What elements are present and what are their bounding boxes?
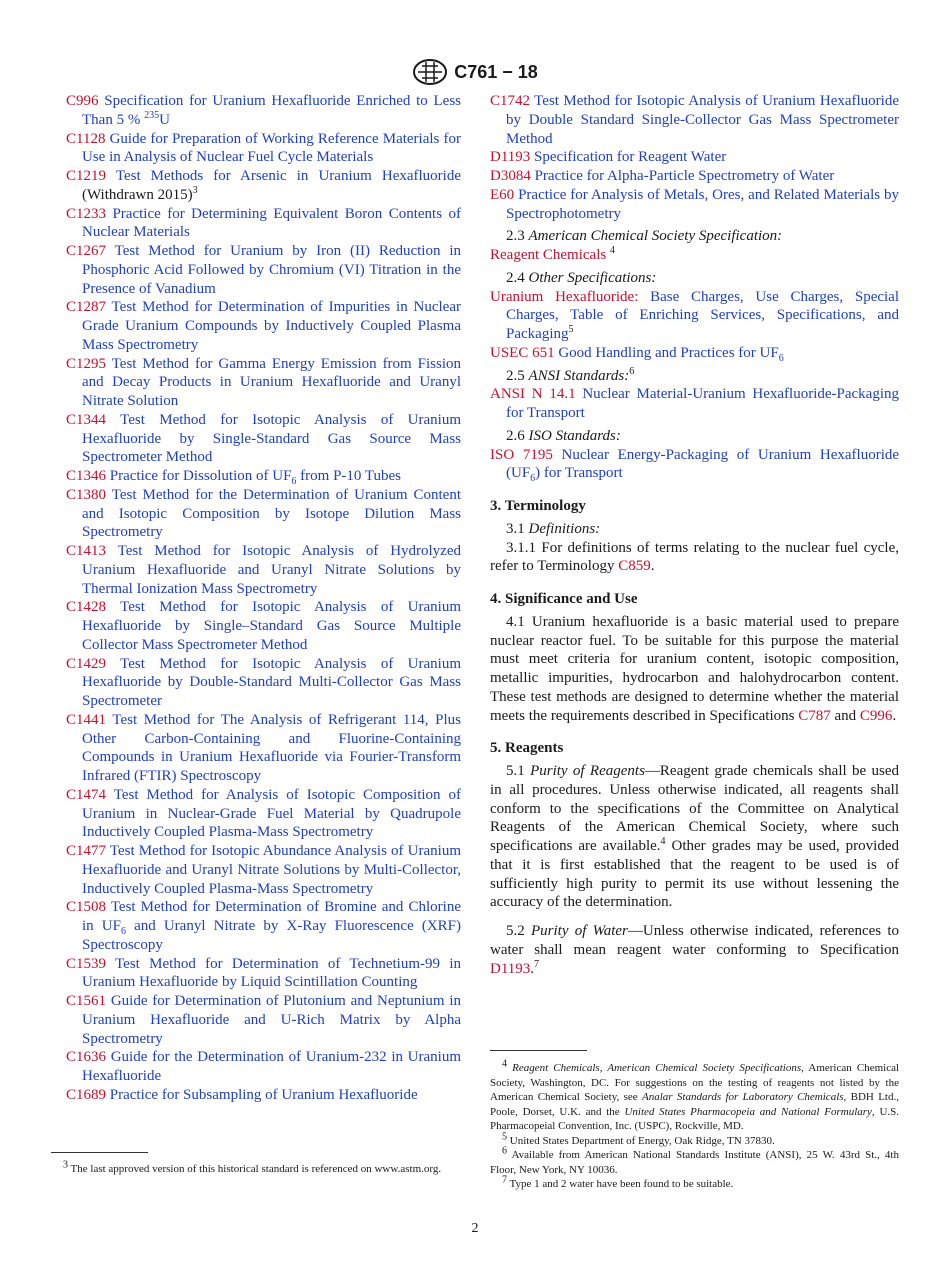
right-column — [490, 92, 899, 978]
section-2-6-heading: 2.6 ISO Standards: — [506, 427, 621, 444]
reference-title[interactable]: Test Method for Isotopic Analysis of Uranium Hexafluoride by Single–Standard Gas Source Multiple Collector Mass Spectrometer Method — [82, 599, 461, 653]
spec-link-c996[interactable]: C996 — [859, 707, 893, 724]
spec-link-d1193[interactable]: D1193 — [490, 960, 531, 977]
reference-title[interactable]: Practice for Determining Equivalent Boron Contents of Nuclear Materials — [82, 205, 461, 241]
section-2-5-heading: 2.5 ANSI Standards:$^6$ — [506, 365, 635, 384]
reference-code[interactable]: C1428 — [66, 599, 107, 616]
reference-title[interactable]: Test Method for Analysis of Isotopic Composition of Uranium in Nuclear-Grade Fuel Material by Quadrupole Inductively Coupled Plasma-Mass Spectrometry — [82, 786, 462, 841]
reference-item[interactable] — [66, 167, 461, 205]
reference-title[interactable]: Test Method for Uranium by Iron (II) Reduction in Phosphoric Acid Followed by Chromium (VI) Titration in the Presence of Vanadium — [82, 243, 462, 297]
reference-title[interactable]: Test Method for Gamma Energy Emission from Fission and Decay Products in Uranium Hexafluoride and Uranyl Nitrate Solution — [82, 355, 462, 409]
reference-title[interactable]: Test Method for Isotopic Abundance Analysis of Uranium Hexafluoride and Uranyl Nitrate Solutions by Multi-Collector, Inductively Coupled Plasma-Mass Spectrometry — [82, 843, 461, 897]
footnote-rule-right — [490, 1050, 587, 1051]
reference-item[interactable] — [66, 205, 461, 243]
reference-note: (Withdrawn 2015)$^3$ — [82, 184, 198, 203]
reference-code[interactable]: C1295 — [66, 355, 107, 372]
reference-title[interactable]: Practice for Subsampling of Uranium Hexafluoride — [109, 1086, 418, 1103]
reference-list-left — [66, 92, 461, 1105]
reference-title[interactable]: Specification for Reagent Water — [534, 149, 727, 166]
reference-code[interactable]: C1287 — [66, 299, 107, 316]
reference-code[interactable]: C1346 — [66, 468, 107, 484]
reference-code[interactable]: C1441 — [66, 711, 107, 728]
reference-code[interactable]: D1193 — [490, 149, 531, 166]
reference-item[interactable]: USEC 651 Good Handling and Practices for $UF_6$ — [490, 344, 784, 364]
footnote: $^6$ Available from American National Standards Institute (ANSI), 25 W. 43rd St., 4th Floor, New York, NY 10036. — [490, 1145, 899, 1176]
left-column — [66, 92, 461, 1105]
reference-code[interactable]: C1233 — [66, 205, 107, 222]
section-2-4-heading: 2.4 Other Specifications: — [506, 269, 657, 286]
reference-title[interactable]: Practice for Dissolution of $UF_6$ from P-10 Tubes — [109, 468, 402, 487]
reference-item[interactable] — [66, 92, 461, 130]
reference-code[interactable]: C1561 — [66, 993, 107, 1009]
reference-code[interactable]: E60 — [490, 186, 515, 203]
reference-code[interactable]: C1539 — [66, 955, 107, 972]
reference-title[interactable]: Test Method for the Determination of Uranium Content and Isotopic Composition by Isotope Dilution Mass Spectrometry — [82, 486, 461, 541]
reference-item[interactable] — [490, 167, 899, 186]
footnote: $^4$ Reagent Chemicals, American Chemical Society Specifications, American Chemical Society, Washington, DC. For suggestions on the testing of reagents not listed by the American Chemical Society, see Analar Standards for Laboratory Chemicals, BDH Ltd., Poole, Dorset, U.K. and the United States Pharmacopeia and National Formulary, U.S. Pharmacopeial Convention, Inc. (USPC), Rockville, MD. — [490, 1058, 900, 1132]
reference-item[interactable] — [66, 486, 461, 542]
reference-code[interactable]: C1380 — [66, 486, 107, 503]
section-5-2-text: 5.2 Purity of Water—Unless otherwise indicated, references to water shall mean reagent water conforming to Specification D1193.$^7$ — [490, 923, 899, 977]
footnote: $^3$ The last approved version of this historical standard is referenced on www.astm.org. — [63, 1159, 442, 1175]
reference-item[interactable] — [66, 1048, 461, 1086]
reference-title[interactable]: Test Method for Determination of Bromine and Chlorine in $UF_6$ and Uranyl Nitrate by X-Ray Fluorescence (XRF) Spectroscopy — [82, 899, 462, 953]
reference-item[interactable] — [490, 186, 899, 224]
reference-item[interactable] — [66, 542, 461, 598]
footnotes-left — [51, 1159, 461, 1177]
section-4-heading: 4. Significance and Use — [490, 591, 638, 607]
reference-code[interactable]: C1477 — [66, 843, 107, 859]
reference-item[interactable] — [66, 1086, 461, 1105]
reference-title[interactable]: Practice for Analysis of Metals, Ores, and Related Materials by Spectrophotometry — [506, 186, 900, 222]
reference-code[interactable]: C996 — [66, 93, 99, 109]
reference-item[interactable] — [66, 992, 461, 1048]
reference-item[interactable] — [66, 598, 461, 654]
reference-code[interactable]: C1413 — [66, 543, 107, 559]
reference-code[interactable]: C1429 — [66, 655, 107, 672]
reference-item[interactable]: ANSI N 14.1 Nuclear Material-Uranium Hexafluoride-Packaging for Transport — [490, 386, 900, 421]
reference-title[interactable]: Test Methods for Arsenic in Uranium Hexafluoride — [115, 168, 461, 184]
reference-code[interactable]: C1636 — [66, 1049, 107, 1066]
reference-title[interactable]: Test Method for Determination of Impurities in Nuclear Grade Uranium Compounds by Inductively Coupled Plasma Mass Spectrometry — [82, 299, 461, 353]
reference-code[interactable]: C1344 — [66, 411, 107, 428]
reference-item[interactable] — [66, 130, 461, 168]
reference-title[interactable]: Test Method for Isotopic Analysis of Hydrolyzed Uranium Hexafluoride and Uranyl Nitrate Solutions by Thermal Ionization Mass Spectrometry — [82, 543, 461, 597]
section-5-1-text: 5.1 Purity of Reagents—Reagent grade chemicals shall be used in all procedures. Unless otherwise indicated, all reagents shall conform to the specifications of the Committee on Analytical Reagents of the American Chemical Society, where such specifications are available.$^4$ Other grades may be used, provided that it is first established that the reagent to be used is of sufficiently high purity to permit its use without lessening the accuracy of the determination. — [490, 763, 899, 911]
page-header — [0, 58, 950, 86]
reference-title[interactable]: Guide for Determination of Plutonium and Neptunium in Uranium Hexafluoride and U-Rich Matrix by Alpha Spectrometry — [82, 993, 461, 1047]
reference-list-right — [490, 92, 899, 223]
reference-code[interactable]: C1508 — [66, 899, 107, 916]
reference-code[interactable]: C1219 — [66, 168, 107, 184]
section-3-1-1-text: 3.1.1 For definitions of terms relating to the nuclear fuel cycle, refer to Terminology C859. — [490, 539, 899, 575]
reference-item[interactable] — [66, 298, 461, 354]
reference-title[interactable]: Guide for Preparation of Working Reference Materials for Use in Analysis of Nuclear Fuel Cycle Materials — [82, 130, 461, 166]
reference-title[interactable]: Nuclear Energy-Packaging of Uranium Hexafluoride $(UF_6)$ for Transport — [506, 446, 900, 485]
spec-link-c787[interactable]: C787 — [798, 707, 831, 724]
reference-code[interactable]: C1689 — [66, 1086, 107, 1103]
reference-item[interactable]: Reagent Chemicals $^4$ — [490, 245, 615, 263]
reference-item[interactable] — [66, 355, 461, 411]
reference-code[interactable]: D3084 — [490, 168, 531, 184]
reference-item[interactable] — [66, 955, 461, 993]
reference-title[interactable]: Test Method for Determination of Technetium-99 in Uranium Hexafluoride by Liquid Scintillation Counting — [82, 955, 461, 991]
section-5-heading: 5. Reagents — [490, 740, 564, 757]
reference-item[interactable] — [66, 242, 461, 298]
section-3-heading: 3. Terminology — [490, 498, 586, 514]
astm-logo-icon — [412, 58, 448, 86]
terminology-link[interactable]: C859 — [618, 558, 651, 575]
reference-code[interactable]: C1267 — [66, 243, 107, 259]
reference-title[interactable]: Test Method for Isotopic Analysis of Uranium Hexafluoride by Single-Standard Gas Source Mass Spectrometer Method — [82, 411, 461, 466]
reference-title[interactable]: Specification for Uranium Hexafluoride Enriched to Less Than 5 % $^{235}$U — [82, 93, 461, 128]
footnote: $^7$ Type 1 and 2 water have been found to be suitable. — [502, 1174, 734, 1190]
reference-item[interactable]: Uranium Hexafluoride: Base Charges, Use Charges, Special Charges, Table of Enriching Services, Specifications, and Packaging$^5$ — [490, 288, 900, 342]
reference-item[interactable] — [490, 148, 899, 167]
reference-title[interactable]: Guide for the Determination of Uranium-232 in Uranium Hexafluoride — [82, 1049, 461, 1084]
reference-item[interactable] — [66, 411, 461, 467]
reference-item[interactable] — [66, 655, 461, 711]
reference-item[interactable] — [66, 711, 461, 786]
section-3-1-heading: 3.1 Definitions: — [506, 520, 601, 537]
reference-item[interactable]: ISO 7195 Nuclear Energy-Packaging of Uranium Hexafluoride $(UF_6)$ for Transport — [490, 446, 900, 485]
section-4-1-text: 4.1 Uranium hexafluoride is a basic material used to prepare nuclear reactor fuel. To be suitable for this purpose the material must meet criteria for uranium content, isotopic composition, metallic impurities, hydrocarbon and halohydrocarbon content. These test methods are designed to determine whether the material meets the requirements described in Specifications C787 and C996. — [490, 613, 899, 724]
reference-title[interactable]: Test Method for The Analysis of Refrigerant 114, Plus Other Carbon-Containing and Fluorine-Containing Compounds in Uranium Hexafluoride via Fourier-Transform Infrared (FTIR) Spectroscopy — [82, 711, 461, 784]
reference-item[interactable] — [66, 842, 461, 898]
reference-item[interactable] — [66, 786, 461, 842]
reference-title[interactable]: Practice for Alpha-Particle Spectrometry of Water — [534, 168, 835, 184]
standard-designation: C761 − 18 — [454, 61, 538, 82]
reference-item[interactable] — [66, 467, 461, 486]
reference-code[interactable]: C1128 — [66, 130, 106, 147]
reference-item[interactable] — [490, 92, 899, 148]
reference-item[interactable] — [66, 898, 461, 954]
reference-title[interactable]: Good Handling and Practices for $UF_6$ — [558, 344, 784, 364]
footnote-rule-left — [51, 1152, 148, 1153]
section-2-3-heading: 2.3 American Chemical Society Specification: — [506, 228, 783, 245]
reference-title[interactable]: Test Method for Isotopic Analysis of Uranium Hexafluoride by Double Standard Single-Collector Gas Mass Spectrometer Method — [506, 93, 899, 147]
reference-title[interactable]: Test Method for Isotopic Analysis of Uranium Hexafluoride by Double-Standard Multi-Collector Gas Mass Spectrometer — [82, 655, 461, 709]
reference-code[interactable]: C1742 — [490, 93, 531, 109]
page-number: 2 — [471, 1221, 479, 1236]
reference-code[interactable]: C1474 — [66, 786, 107, 803]
footnotes-right — [490, 1058, 900, 1192]
footnote: $^5$ United States Department of Energy, Oak Ridge, TN 37830. — [502, 1130, 775, 1147]
